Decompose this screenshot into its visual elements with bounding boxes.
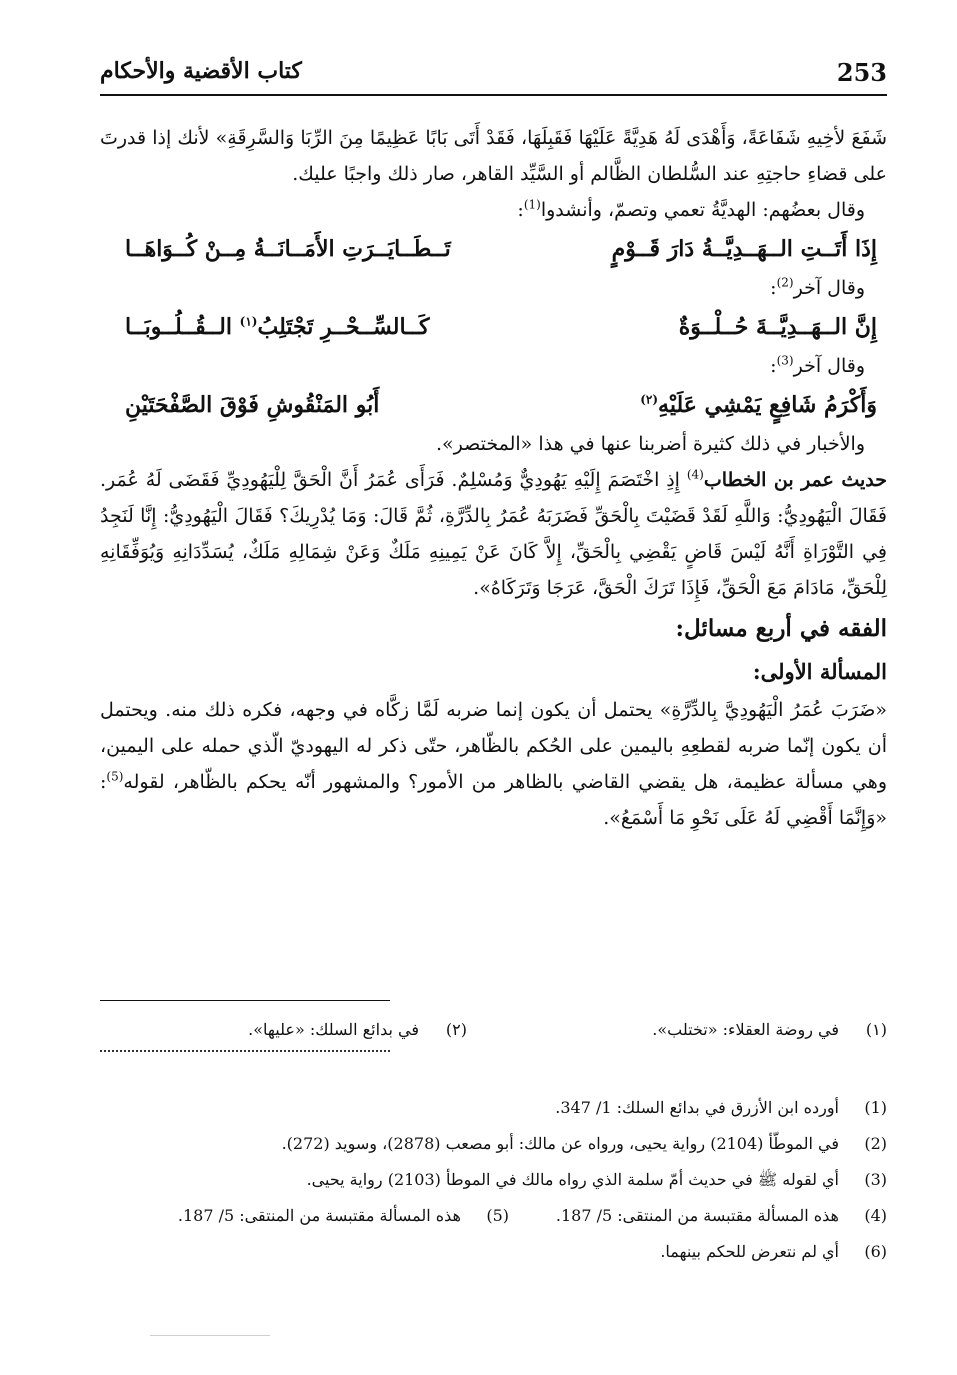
footnote [100, 1234, 887, 1270]
verse-2-part-c: الــقُــلُــوبَــا [125, 314, 232, 340]
verse-1-first-hemistich: إِذَا أَتَــتِ الــهَــدِيَّــةُ دَارَ قَــوْمٍ [611, 236, 877, 262]
poem-intro-2-text: وقال آخر [793, 277, 865, 299]
footnote-text: أي لم نتعرض للحكم بينهما. [660, 1242, 839, 1261]
footnote-ref-4: (4) [686, 467, 704, 482]
paragraph-akhbar: والأخبار في ذلك كثيرة أضربنا عنها في هذا «المختصر». [436, 433, 865, 455]
verse-2 [100, 306, 887, 348]
header-rule [100, 94, 887, 96]
poem-intro-2 [100, 270, 887, 306]
verse-3-second-hemistich: أَبُو المَنْقُوشِ فَوْقَ الصَّفْحَتَيْنِ [125, 392, 380, 418]
poem-intro-2-colon: : [770, 277, 777, 299]
poem-intro-3 [100, 348, 887, 384]
poem-intro-3-text: وقال آخر [793, 355, 865, 377]
footnote-ref-3: (3) [776, 353, 794, 368]
verse-1 [100, 228, 887, 270]
footnotes [100, 1090, 887, 1270]
question-1-quote: : «وَإِنَّمَا أَقْضِي لَهُ عَلَى نَحْوِ مَا أَسْمَعُ». [100, 771, 887, 829]
hadith-text: إِذِ اخْتَصَمَ إِلَيْهِ يَهُودِيٌّ وَمُسْلِمٌ. فَرَأَى عُمَرُ أَنَّ الْحَقَّ لِلْيَهُودِيِّ فَقَضَى لَهُ عُمَر. فَقَالَ الْيَهُودِيُّ: وَاللَّهِ لَقَدْ قَضَيْتَ بِالْحَقِّ فَضَرَبَهُ عُمَرُ بِالدِّرَّةِ، ثُمَّ قَالَ: وَمَا يُدْرِيكَ؟ فَقَالَ الْيَهُودِيُّ: إِنَّا لَنَجِدُ فِي التَّوْرَاةِ أَنَّهُ لَيْسَ قَاضٍ يَقْضِي بِالْحَقِّ، إِلاَّ كَانَ عَنْ يَمِينِهِ مَلَكٌ وَعَنْ شِمَالِهِ مَلَكٌ، يُسَدِّدَانِهِ وَيُوَفِّقَانِهِ لِلْحَقِّ، مَادَامَ مَعَ الْحَقِّ، فَإِذَا تَرَكَ الْحَقَّ، عَرَجَا وَتَرَكَاهُ». [100, 469, 887, 599]
footnote-pair [100, 1198, 887, 1234]
verse-3 [100, 384, 887, 426]
footnote-text: في الموطّأ (2104) رواية يحيى، ورواه عن مالك: أبو مصعب (2878)، وسويد (272). [281, 1134, 839, 1153]
poem-intro-1-text: وقال بعضُهم: الهديَّةُ تعمي وتصمّ، وأنشدوا [540, 199, 865, 221]
footnote-text: هذه المسألة مقتبسة من المنتقى: 5/ 187. [177, 1206, 461, 1225]
footnote-text: هذه المسألة مقتبسة من المنتقى: 5/ 187. [555, 1206, 839, 1225]
poem-intro-3-colon: : [770, 355, 777, 377]
poem-intro-1-colon: : [517, 199, 524, 221]
footnote-number: (1) [864, 1098, 887, 1117]
verse-1-second-hemistich: تَــطَــايَــرَتِ الأَمَــانَــةُ مِــنْ كُــوَاهَــا [125, 236, 451, 262]
footnote-text: أورده ابن الأزرق في بدائع السلك: 1/ 347. [555, 1098, 839, 1117]
footnote-dotted-separator [100, 1050, 390, 1052]
verse-2-part-b: كَــالسِّــحْــرِ تَجْتَلِبُ [257, 314, 430, 340]
paragraph-hadith [100, 462, 887, 606]
verse-2-second-hemistich [125, 306, 430, 348]
verse-footnote-number: (٢) [445, 1020, 467, 1039]
verse-3-part-a: وَأَكْرَمُ شَافِعٍ يَمْشِي عَلَيْهِ [658, 392, 877, 418]
footnote-number: (3) [864, 1170, 887, 1189]
running-title: كتاب الأقضية والأحكام [100, 58, 302, 84]
page-header [100, 52, 887, 96]
scan-artifact-line [150, 1335, 270, 1336]
footnote-separator [100, 1000, 390, 1001]
section-heading-fiqh: الفقه في أربع مسائل: [675, 615, 887, 642]
footnote [100, 1162, 887, 1198]
verse-3-footnote-ref: (٢) [640, 392, 659, 407]
verse-footnote-number: (١) [865, 1020, 887, 1039]
verse-footnotes [100, 1012, 887, 1048]
paragraph-question-1 [100, 692, 887, 836]
paragraph-intro: شَفَعَ لأخِيهِ شَفَاعَةً، وَأَهْدَى لَهُ هَدِيَّةً عَلَيْهَا فَقَبِلَهَا، فَقَدْ أَتَى بَابًا عَظِيمًا مِنَ الرِّبَا وَالسَّرِقَةِ» لأنك إذا قدرتَ على قضاءِ حاجتِهِ عند السُّلطان الظَّالم أو السَّيِّد القاهر، صار ذلك واجبًا عليك. [100, 127, 887, 185]
main-text [100, 120, 887, 836]
footnote [100, 1090, 887, 1126]
verse-footnote-text: في روضة العقلاء: «تختلب». [652, 1020, 839, 1039]
footnote-number: (6) [864, 1242, 887, 1261]
verse-footnote [467, 1012, 887, 1048]
footnote-number: (2) [864, 1134, 887, 1153]
footnote-ref-5: (5) [106, 769, 124, 784]
footnote-number: (5) [486, 1206, 509, 1225]
page-number: 253 [836, 58, 887, 87]
footnote-text: أي لقوله ﷺ في حديث أمّ سلمة الذي رواه مالك في الموطأ (2103) رواية يحيى. [306, 1170, 839, 1189]
verse-footnote-text: في بدائع السلك: «عليها». [248, 1020, 419, 1039]
footnote [100, 1126, 887, 1162]
subheading-question-1: المسألة الأولى: [752, 659, 887, 684]
poem-intro-1 [100, 192, 887, 228]
footnote-ref-2: (2) [776, 275, 794, 290]
footnote-ref-1: (1) [523, 197, 541, 212]
footnote-number: (4) [864, 1206, 887, 1225]
verse-3-first-hemistich [640, 384, 877, 426]
verse-2-footnote-ref: (١) [239, 314, 258, 329]
verse-2-first-hemistich: إِنَّ الــهَــدِيَّــةَ حُــلْــوَةٌ [678, 314, 877, 340]
question-1-text: «ضَرَبَ عُمَرُ الْيَهُودِيَّ بِالدِّرَّةِ» يحتمل أن يكون إنما ضربه لَمَّا زكَّاه في وجهه، فكره ذلك منه. ويحتمل أن يكون إنّما ضربه لقطعِهِ باليمين على الحُكم بالظّاهر، حتّى ذكر له اليهوديّ الّذي حمله على اليمين، وهي مسألة عظيمة، هل يقضي القاضي بالظاهر من الأمور؟ والمشهور أنّه يحكم بالظّاهر، لقوله [100, 699, 887, 793]
verse-footnote [248, 1012, 467, 1048]
hadith-label: حديث عمر بن الخطاب [703, 469, 887, 491]
